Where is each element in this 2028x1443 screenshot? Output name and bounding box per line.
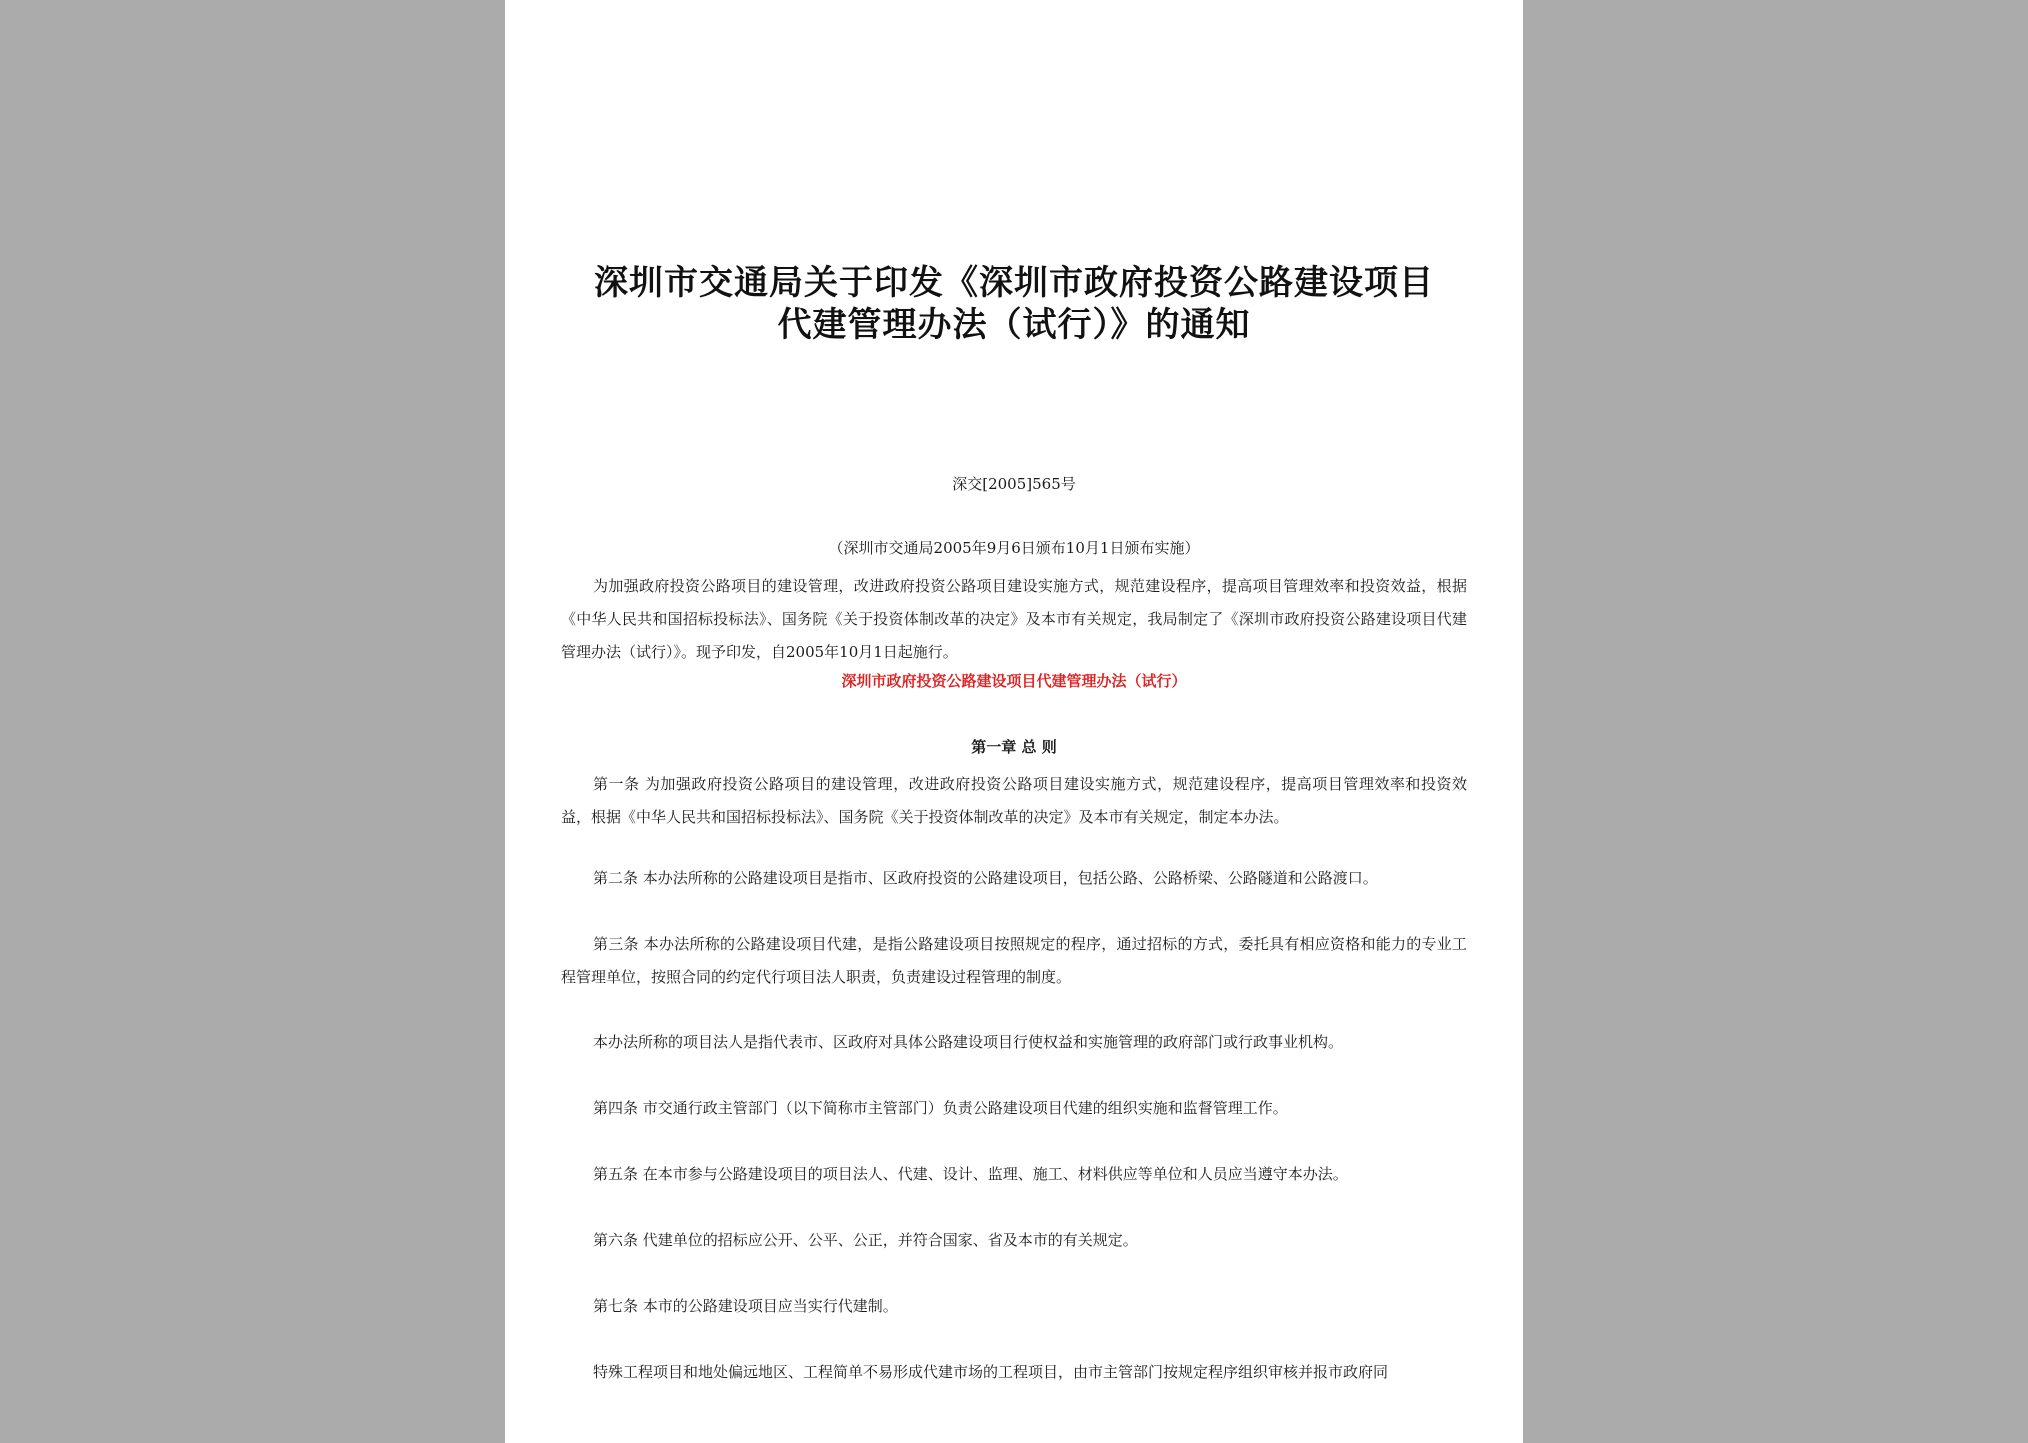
- document-number: 深交[2005]565号: [952, 475, 1076, 493]
- article-4: 第四条 市交通行政主管部门（以下简称市主管部门）负责公路建设项目代建的组织实施和监督管理工作。: [593, 1099, 1288, 1117]
- article-2: 第二条 本办法所称的公路建设项目是指市、区政府投资的公路建设项目，包括公路、公路桥梁、公路隧道和公路渡口。: [593, 869, 1378, 887]
- title-line-1: 深圳市交通局关于印发《深圳市政府投资公路建设项目: [594, 263, 1434, 303]
- article-7: 第七条 本市的公路建设项目应当实行代建制。: [593, 1297, 898, 1315]
- article-3-note: 本办法所称的项目法人是指代表市、区政府对具体公路建设项目行使权益和实施管理的政府部门或行政事业机构。: [593, 1033, 1344, 1051]
- issuance-note: （深圳市交通局2005年9月6日颁布10月1日颁布实施）: [828, 539, 1200, 557]
- document-title: [545, 262, 1483, 346]
- article-3: 第三条 本办法所称的公路建设项目代建，是指公路建设项目按照规定的程序，通过招标的方式，委托具有相应资格和能力的专业工程管理单位，按照合同的约定代行项目法人职责，负责建设过程管理的制度。: [561, 935, 1467, 986]
- document-page: [505, 0, 1523, 1443]
- article-5: 第五条 在本市参与公路建设项目的项目法人、代建、设计、监理、施工、材料供应等单位和人员应当遵守本办法。: [593, 1165, 1348, 1183]
- intro-paragraph: 为加强政府投资公路项目的建设管理，改进政府投资公路项目建设实施方式，规范建设程序，提高项目管理效率和投资效益，根据《中华人民共和国招标投标法》、国务院《关于投资体制改革的决定》及本市有关规定，我局制定了《深圳市政府投资公路建设项目代建管理办法（试行）》。现予印发，自2005年10月1日起施行。: [561, 577, 1467, 661]
- chapter-heading: 第一章 总 则: [971, 738, 1057, 756]
- title-line-2: 代建管理办法（试行）》的通知: [777, 305, 1251, 345]
- regulation-subtitle: 深圳市政府投资公路建设项目代建管理办法（试行）: [841, 672, 1187, 690]
- article-6: 第六条 代建单位的招标应公开、公平、公正，并符合国家、省及本市的有关规定。: [593, 1231, 1138, 1249]
- article-1: 第一条 为加强政府投资公路项目的建设管理，改进政府投资公路项目建设实施方式，规范建设程序，提高项目管理效率和投资效益，根据《中华人民共和国招标投标法》、国务院《关于投资体制改革的决定》及本市有关规定，制定本办法。: [561, 775, 1467, 826]
- article-7-exception: 特殊工程项目和地处偏远地区、工程简单不易形成代建市场的工程项目，由市主管部门按规定程序组织审核并报市政府同: [593, 1363, 1389, 1381]
